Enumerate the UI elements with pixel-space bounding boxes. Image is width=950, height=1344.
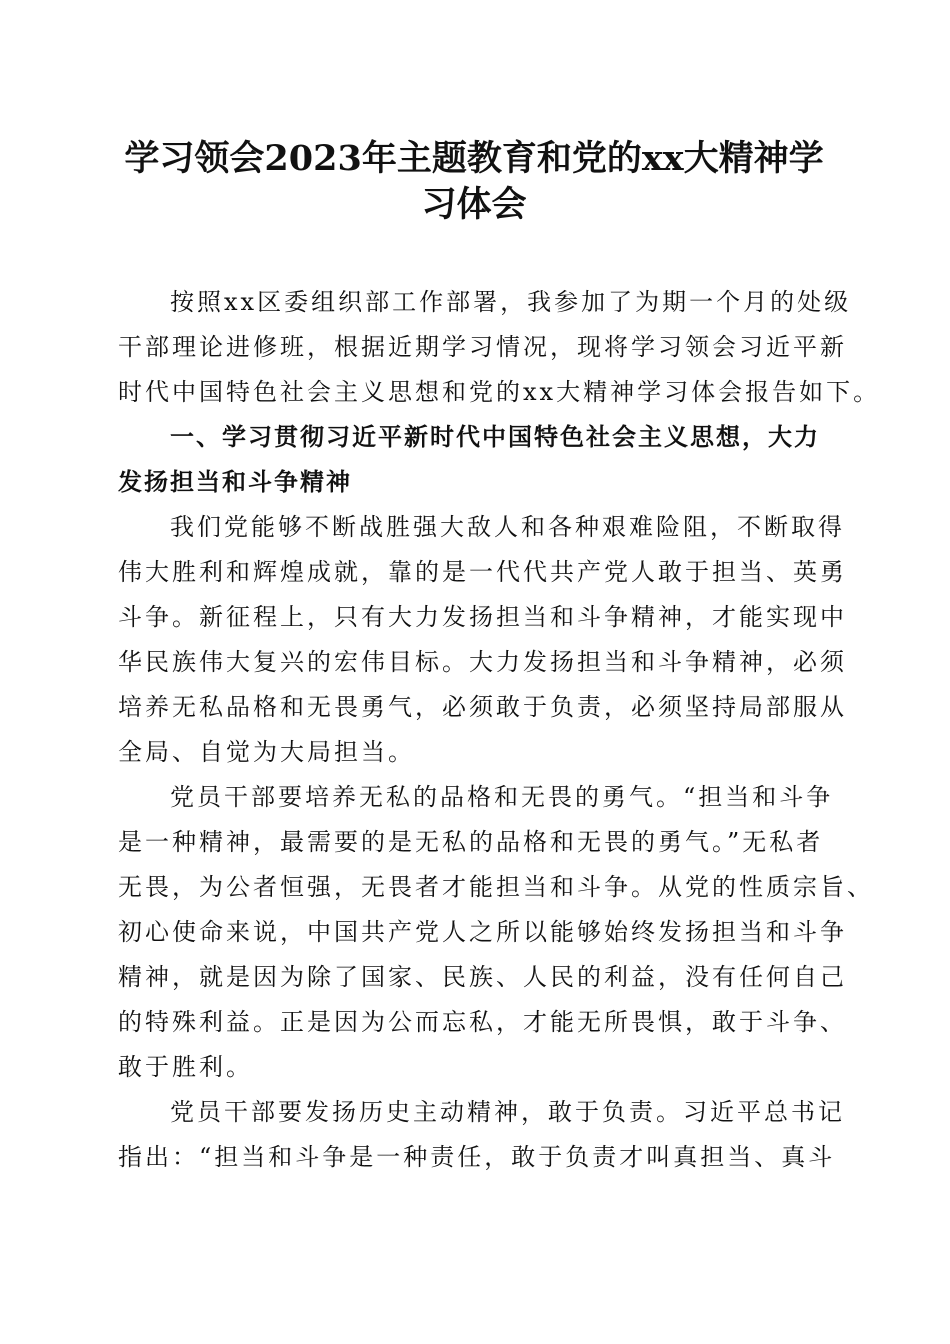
document-title [118, 136, 830, 228]
paragraph-line: 的特殊利益。正是因为公而忘私，才能无所畏惧，敢于斗争、 [118, 1008, 847, 1036]
paragraph-line: 指出：“担当和斗争是一种责任，敢于负责才叫真担当、真斗 [118, 1143, 836, 1171]
paragraph-line: 党员干部要培养无私的品格和无畏的勇气。“担当和斗争 [170, 783, 834, 811]
paragraph-line: 精神，就是因为除了国家、民族、人民的利益，没有任何自己 [118, 963, 847, 991]
body-paragraph [118, 775, 874, 1090]
paragraph-line: 敢于胜利。 [118, 1053, 253, 1081]
paragraph-line: 培养无私品格和无畏勇气，必须敢于负责，必须坚持局部服从 [118, 693, 847, 721]
document-body [118, 280, 881, 1180]
heading-line: 发扬担当和斗争精神 [118, 468, 352, 496]
body-paragraph [118, 505, 847, 775]
title-line-2: 习体会 [421, 184, 527, 225]
body-paragraph [118, 1090, 845, 1180]
paragraph-line: 党员干部要发扬历史主动精神，敢于负责。习近平总书记 [170, 1098, 845, 1126]
paragraph-line: 按照xx区委组织部工作部署，我参加了为期一个月的处级 [170, 288, 852, 316]
heading-line: 一、学习贯彻习近平新时代中国特色社会主义思想，大力 [170, 423, 820, 451]
paragraph-line: 全局、自觉为大局担当。 [118, 738, 415, 766]
paragraph-line: 我们党能够不断战胜强大敌人和各种艰难险阻，不断取得 [170, 513, 845, 541]
paragraph-line: 斗争。新征程上，只有大力发扬担当和斗争精神，才能实现中 [118, 603, 847, 631]
paragraph-line: 干部理论进修班，根据近期学习情况，现将学习领会习近平新 [118, 333, 847, 361]
intro-paragraph [118, 280, 881, 415]
paragraph-line: 无畏，为公者恒强，无畏者才能担当和斗争。从党的性质宗旨、 [118, 873, 874, 901]
paragraph-line: 华民族伟大复兴的宏伟目标。大力发扬担当和斗争精神，必须 [118, 648, 847, 676]
paragraph-line: 伟大胜利和辉煌成就，靠的是一代代共产党人敢于担当、英勇 [118, 558, 847, 586]
paragraph-line: 初心使命来说，中国共产党人之所以能够始终发扬担当和斗争 [118, 918, 847, 946]
document-page [118, 136, 881, 1171]
title-line-1: 学习领会2023年主题教育和党的xx大精神学 [124, 138, 824, 179]
paragraph-line: 时代中国特色社会主义思想和党的xx大精神学习体会报告如下。 [118, 378, 881, 406]
section-heading-1 [118, 415, 830, 505]
paragraph-line: 是一种精神，最需要的是无私的品格和无畏的勇气。”无私者 [118, 828, 824, 856]
